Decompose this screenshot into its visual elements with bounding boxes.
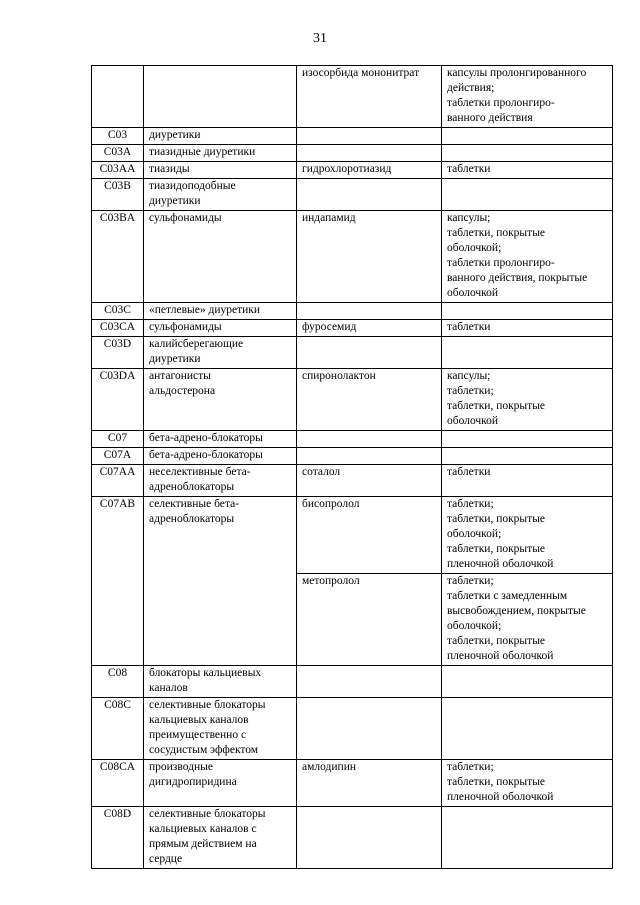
dosage-form-cell-line: пленочной оболочкой: [447, 791, 554, 803]
atc-code-cell-line: C08C: [104, 699, 131, 711]
dosage-form-cell-line: капсулы;: [447, 370, 491, 382]
table-row: [92, 807, 613, 869]
dosage-form-cell: [442, 431, 613, 448]
group-name-cell: [144, 807, 297, 869]
atc-code-cell: [92, 320, 144, 337]
drug-name-cell-line: спиронолактон: [302, 370, 376, 382]
atc-code-cell: [92, 211, 144, 303]
group-name-cell: [144, 337, 297, 369]
table-row: [92, 128, 613, 145]
table-row: [92, 465, 613, 497]
atc-code-cell: [92, 448, 144, 465]
dosage-form-cell: [442, 66, 613, 128]
group-name-cell-line: тиазидоподобные: [149, 180, 236, 192]
dosage-form-cell-line: таблетки с замедленным: [447, 590, 568, 602]
dosage-form-cell: [442, 497, 613, 574]
dosage-form-cell-line: таблетки;: [447, 498, 494, 510]
atc-code-cell: [92, 698, 144, 760]
drug-name-cell-line: изосорбида мононитрат: [302, 67, 420, 79]
dosage-form-cell-line: оболочкой;: [447, 620, 502, 632]
atc-code-cell-line: C07AA: [99, 466, 136, 478]
group-name-cell-line: селективные бета-: [149, 498, 240, 510]
atc-code-cell-line: C03DA: [99, 370, 136, 382]
drug-name-cell-line: амлодипин: [302, 761, 357, 773]
table-row: [92, 320, 613, 337]
group-name-cell-line: диуретики: [149, 353, 201, 365]
group-name-cell-line: блокаторы кальциевых: [149, 667, 262, 679]
group-name-cell: [144, 465, 297, 497]
drug-name-cell: [297, 760, 442, 807]
drug-name-cell-line: фуросемид: [302, 321, 357, 333]
group-name-cell-line: адреноблокаторы: [149, 481, 235, 493]
dosage-form-cell-line: пленочной оболочкой: [447, 558, 554, 570]
drug-name-cell: [297, 497, 442, 574]
dosage-form-cell: [442, 179, 613, 211]
dosage-form-cell: [442, 698, 613, 760]
dosage-form-cell-line: таблетки: [447, 321, 491, 333]
group-name-cell-line: прямым действием на: [149, 838, 257, 850]
atc-code-cell: [92, 666, 144, 698]
group-name-cell: [144, 162, 297, 179]
group-name-cell-line: неселективные бета-: [149, 466, 251, 478]
dosage-form-cell: [442, 807, 613, 869]
group-name-cell-line: сульфонамиды: [149, 321, 222, 333]
dosage-form-cell-line: капсулы пролонгированного: [447, 67, 587, 79]
drug-name-cell: [297, 303, 442, 320]
dosage-form-cell-line: капсулы;: [447, 212, 491, 224]
group-name-cell-line: калийсберегающие: [149, 338, 244, 350]
group-name-cell: [144, 66, 297, 128]
dosage-form-cell: [442, 760, 613, 807]
drug-name-cell-line: индапамид: [302, 212, 356, 224]
atc-code-cell: [92, 128, 144, 145]
atc-code-cell-line: C03A: [103, 146, 132, 158]
dosage-form-cell: [442, 666, 613, 698]
atc-code-cell: [92, 497, 144, 666]
group-name-cell-line: альдостерона: [149, 385, 216, 397]
drug-name-cell: [297, 369, 442, 431]
drug-name-cell: [297, 574, 442, 666]
atc-code-cell-line: C03: [107, 129, 128, 141]
atc-code-cell: [92, 369, 144, 431]
group-name-cell-line: сульфонамиды: [149, 212, 222, 224]
atc-code-cell: [92, 760, 144, 807]
atc-code-cell-line: C03D: [103, 338, 132, 350]
group-name-cell: [144, 369, 297, 431]
dosage-form-cell: [442, 448, 613, 465]
drug-name-cell: [297, 431, 442, 448]
atc-code-cell: [92, 179, 144, 211]
atc-code-cell: [92, 162, 144, 179]
dosage-form-cell: [442, 145, 613, 162]
group-name-cell-line: селективные блокаторы: [149, 699, 266, 711]
table-row: [92, 698, 613, 760]
atc-code-cell-line: C07: [107, 432, 128, 444]
atc-code-cell: [92, 465, 144, 497]
group-name-cell: [144, 179, 297, 211]
dosage-form-cell-line: высвобождением, покрытые: [447, 605, 586, 617]
group-name-cell: [144, 698, 297, 760]
atc-code-cell: [92, 303, 144, 320]
dosage-form-cell: [442, 211, 613, 303]
table-row: [92, 431, 613, 448]
dosage-form-cell-line: таблетки: [447, 466, 491, 478]
atc-code-cell-line: C03C: [104, 304, 131, 316]
atc-code-cell-line: C07A: [103, 449, 132, 461]
atc-code-cell-line: C03BA: [99, 212, 136, 224]
group-name-cell: [144, 128, 297, 145]
group-name-cell-line: селективные блокаторы: [149, 808, 266, 820]
dosage-form-cell-line: оболочкой;: [447, 528, 502, 540]
dosage-form-cell-line: оболочкой;: [447, 242, 502, 254]
drug-name-cell: [297, 698, 442, 760]
drug-name-cell-line: гидрохлоротиазид: [302, 163, 392, 175]
group-name-cell: [144, 497, 297, 666]
dosage-form-cell-line: таблетки;: [447, 575, 494, 587]
drug-name-cell: [297, 807, 442, 869]
dosage-form-cell-line: оболочкой: [447, 415, 499, 427]
dosage-form-cell-line: таблетки, покрытые: [447, 776, 546, 788]
dosage-form-cell-line: таблетки пролонгиро-: [447, 257, 555, 269]
dosage-form-cell: [442, 465, 613, 497]
group-name-cell: [144, 448, 297, 465]
drug-name-cell: [297, 320, 442, 337]
drug-name-cell: [297, 337, 442, 369]
group-name-cell-line: дигидропиридина: [149, 776, 237, 788]
group-name-cell-line: преимущественно с: [149, 729, 247, 741]
drug-name-cell: [297, 465, 442, 497]
dosage-form-cell-line: пленочной оболочкой: [447, 650, 554, 662]
group-name-cell-line: диуретики: [149, 129, 201, 141]
group-name-cell-line: сердце: [149, 853, 183, 865]
dosage-form-cell: [442, 337, 613, 369]
dosage-form-cell: [442, 162, 613, 179]
dosage-form-cell-line: таблетки, покрытые: [447, 543, 546, 555]
dosage-form-cell: [442, 369, 613, 431]
dosage-form-cell-line: действия;: [447, 82, 495, 94]
atc-code-cell: [92, 66, 144, 128]
dosage-form-cell-line: таблетки, покрытые: [447, 513, 546, 525]
table-row: [92, 303, 613, 320]
table-row: [92, 760, 613, 807]
group-name-cell: [144, 211, 297, 303]
group-name-cell-line: кальциевых каналов с: [149, 823, 257, 835]
dosage-form-cell-line: таблетки, покрытые: [447, 227, 546, 239]
dosage-form-cell-line: таблетки пролонгиро-: [447, 97, 555, 109]
dosage-form-cell-line: таблетки;: [447, 761, 494, 773]
drug-name-cell: [297, 145, 442, 162]
group-name-cell-line: бета-адрено-блокаторы: [149, 449, 263, 461]
group-name-cell: [144, 431, 297, 448]
group-name-cell: [144, 666, 297, 698]
drug-name-cell: [297, 448, 442, 465]
drug-name-cell: [297, 211, 442, 303]
atc-code-cell-line: C08: [107, 667, 128, 679]
dosage-form-cell: [442, 574, 613, 666]
atc-code-cell-line: C03CA: [99, 321, 136, 333]
table-row: [92, 369, 613, 431]
table-row: [92, 179, 613, 211]
group-name-cell: [144, 760, 297, 807]
table-row: [92, 337, 613, 369]
group-name-cell: [144, 320, 297, 337]
drug-table: [91, 65, 613, 869]
group-name-cell: [144, 145, 297, 162]
group-name-cell-line: антагонисты: [149, 370, 211, 382]
group-name-cell-line: тиазидные диуретики: [149, 146, 256, 158]
group-name-cell-line: адреноблокаторы: [149, 513, 235, 525]
atc-code-cell-line: C03B: [104, 180, 131, 192]
dosage-form-cell: [442, 128, 613, 145]
page-number: 31: [313, 31, 327, 46]
atc-code-cell: [92, 431, 144, 448]
group-name-cell-line: производные: [149, 761, 213, 773]
drug-name-cell: [297, 66, 442, 128]
table-body: [92, 66, 613, 869]
dosage-form-cell: [442, 303, 613, 320]
group-name-cell-line: бета-адрено-блокаторы: [149, 432, 263, 444]
dosage-form-cell-line: таблетки, покрытые: [447, 635, 546, 647]
table-row: [92, 162, 613, 179]
atc-code-cell-line: C08CA: [99, 761, 136, 773]
drug-name-cell: [297, 128, 442, 145]
table-row: [92, 448, 613, 465]
drug-name-cell-line: метопролол: [302, 575, 360, 587]
atc-code-cell-line: C03AA: [99, 163, 136, 175]
group-name-cell: [144, 303, 297, 320]
atc-code-cell: [92, 337, 144, 369]
table-row: [92, 211, 613, 303]
table-row: [92, 497, 613, 574]
table-row: [92, 666, 613, 698]
drug-name-cell: [297, 179, 442, 211]
dosage-form-cell-line: оболочкой: [447, 287, 499, 299]
group-name-cell-line: «петлевые» диуретики: [149, 304, 261, 316]
dosage-form-cell: [442, 320, 613, 337]
drug-name-cell-line: соталол: [302, 466, 341, 478]
drug-name-cell: [297, 666, 442, 698]
dosage-form-cell-line: таблетки;: [447, 385, 494, 397]
dosage-form-cell-line: ванного действия, покрытые: [447, 272, 588, 284]
dosage-form-cell-line: таблетки: [447, 163, 491, 175]
atc-code-cell: [92, 807, 144, 869]
group-name-cell-line: диуретики: [149, 195, 201, 207]
group-name-cell-line: каналов: [149, 682, 188, 694]
group-name-cell-line: сосудистым эффектом: [149, 744, 259, 756]
atc-code-cell-line: C08D: [103, 808, 132, 820]
table-row: [92, 66, 613, 128]
table-row: [92, 145, 613, 162]
atc-code-cell: [92, 145, 144, 162]
dosage-form-cell-line: ванного действия: [447, 112, 533, 124]
group-name-cell-line: кальциевых каналов: [149, 714, 249, 726]
drug-name-cell: [297, 162, 442, 179]
drug-name-cell-line: бисопролол: [302, 498, 360, 510]
group-name-cell-line: тиазиды: [149, 163, 190, 175]
atc-code-cell-line: C07AB: [99, 498, 136, 510]
dosage-form-cell-line: таблетки, покрытые: [447, 400, 546, 412]
